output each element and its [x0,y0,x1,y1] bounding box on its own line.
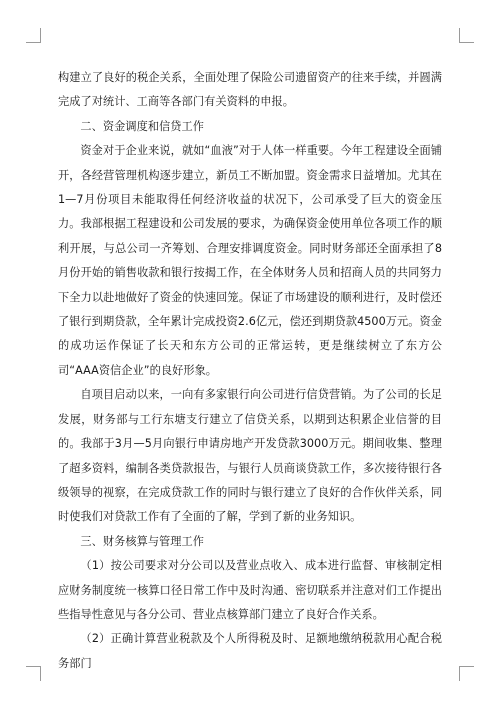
section-heading-funds: 二、资金调度和信贷工作 [80,119,205,133]
crop-mark-bottom-left [26,666,41,681]
section-heading-accounting: 三、财务核算与管理工作 [80,534,205,548]
paragraph-credit: 自项目启动以来，一向有多家银行向公司进行信贷营销。为了公司的长足发展，财务部与工行东塘支行建立了信贷关系，以期到达积累企业信誉的目的。我部于3月—5月向银行申请房地产开发贷款3000万元。期间收集、整理了超多资料，编制各类贷款报告，与银行人员商谈贷款工作，多次接待银行各级领导的视察，在完成贷款工作的同时与银行建立了良好的合作伙伴关系，同时使我们对贷款工作有了全面的了解，学到了新的业务知识。 [58,388,442,524]
paragraph-funds: 资金对于企业来说，就如“血液”对于人体一样重要。今年工程建设全面铺开，各经营管理机构逐步建立，新员工不断加盟。资金需求日益增加。尤其在1—7月份项目未能取得任何经济收益的状况下，公司承受了巨大的资金压力。我部根据工程建设和公司发展的要求，为确保资金使用单位各项工作的顺利开展，与总公司一齐筹划、合理安排调度资金。同时财务部还全面承担了8月份开始的销售收款和银行按揭工作，在全体财务人员和招商人员的共同努力下全力以赴地做好了资金的快速回笼。保证了市场建设的顺利进行，及时偿还了银行到期贷款，全年累计完成投资2.6亿元，偿还到期贷款4500万元。资金的成功运作保证了长天和东方公司的正常运转，更是继续树立了东方公司“AAA资信企业”的良好形象。 [58,144,442,377]
crop-mark-top-right [459,28,474,43]
crop-mark-top-left [26,28,41,43]
crop-mark-bottom-right [459,666,474,681]
paragraph-accounting-1: （1）按公司要求对分公司以及营业点收入、成本进行监督、审核制定相应财务制度统一核算口径日常工作中及时沟通、密切联系并注意对们工作提出些指导性意见与各分公司、营业点核算部门建立了良好合作关系。 [58,559,442,621]
paragraph-continuation: 构建立了良好的税企关系，全面处理了保险公司遗留资产的往来手续，并圆满完成了对统计、工商等各部门有关资料的申报。 [58,71,442,109]
document-body [58,66,442,676]
paragraph-accounting-2: （2）正确计算营业税款及个人所得税及时、足额地缴纳税款用心配合税务部门 [58,632,442,670]
